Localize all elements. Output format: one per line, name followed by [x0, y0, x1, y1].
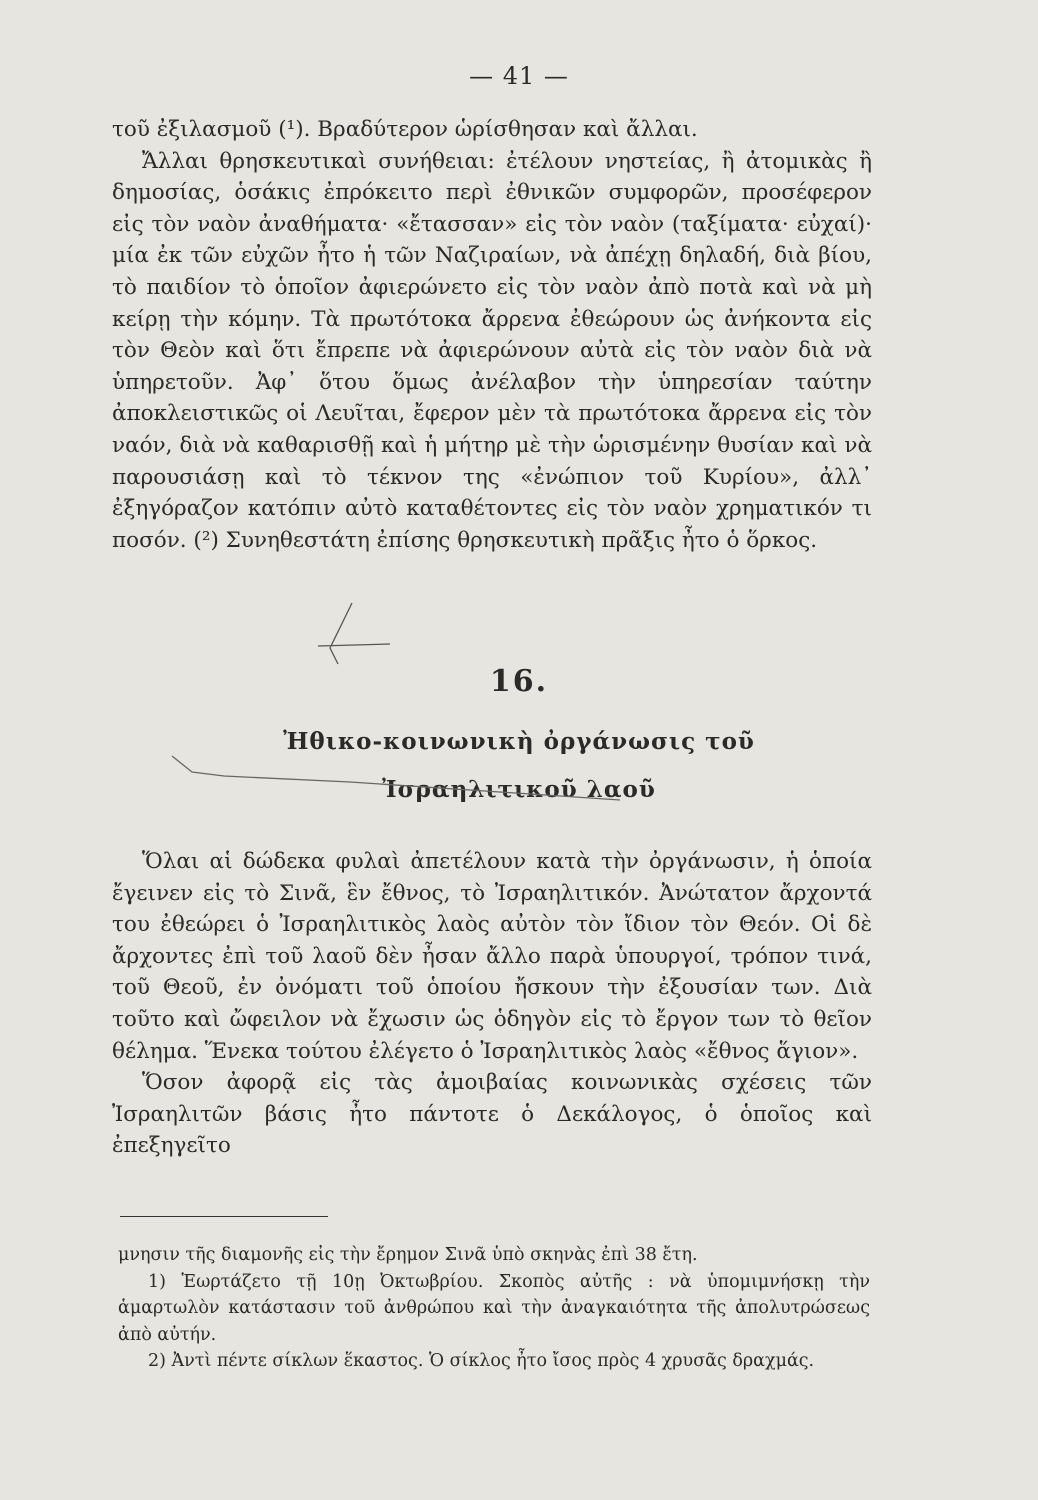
page-number: — 41 —: [469, 62, 569, 90]
paragraph: Ὅλαι αἱ δώδεκα φυλαὶ ἀπετέλουν κατὰ τὴν ὀργάνωσιν, ἡ ὁποία ἔγεινεν εἰς τὸ Σινᾶ, ἓν ἔθνος, τὸ Ἰσραηλιτικόν. Ἀνώτατον ἄρχοντά του ἐθεώρει ὁ Ἰσραηλιτικὸς λαὸς αὐτὸν τὸν ἴδιον τὸν Θεόν. Οἱ δὲ ἄρχοντες ἐπὶ τοῦ λαοῦ δὲν ἦσαν ἄλλο παρὰ ὑπουργοί, τρόπον τινά, τοῦ Θεοῦ, ἐν ὀνόματι τοῦ ὁποίου ἤσκουν τὴν ἐξουσίαν των. Διὰ τοῦτο καὶ ὤφειλον νὰ ἔχωσιν ὡς ὁδηγὸν εἰς τὸ ἔργον των τὸ θεῖον θέλημα. Ἕνεκα τούτου ἐλέγετο ὁ Ἰσραηλιτικὸς λαὸς «ἔθνος ἅγιον».: [112, 849, 872, 1064]
footnote-line: 2) Ἀντὶ πέντε σίκλων ἕκαστος. Ὁ σίκλος ἦτο ἴσος πρὸς 4 χρυσᾶς δραχμάς.: [148, 1351, 815, 1371]
pencil-mark-stroke: [172, 756, 620, 800]
section-title-line-2: Ἰσραηλιτικοῦ λαοῦ: [382, 776, 656, 803]
paragraph: τοῦ ἐξιλασμοῦ (¹). Βραδύτερον ὡρίσθησαν καὶ ἄλλαι.: [112, 117, 698, 142]
paragraph: Ὅσον ἀφορᾷ εἰς τὰς ἀμοιβαίας κοινωνικὰς σχέσεις τῶν Ἰσραηλιτῶν βάσις ἦτο πάντοτε ὁ Δεκάλογος, ὁ ὁποῖος καὶ ἐπεξηγεῖτο: [112, 1070, 872, 1159]
section-title-line-1: Ἠθικο-κοινωνικὴ ὀργάνωσις τοῦ: [283, 728, 755, 755]
footnote-line: 1) Ἑωρτάζετο τῇ 10ῃ Ὀκτωβρίου. Σκοπὸς αὐτῆς : νὰ ὑπομιμνήσκῃ τὴν ἁμαρτωλὸν κατάστασιν τοῦ ἀνθρώπου καὶ τὴν ἀναγκαιότητα τῆς ἀπολυτρώσεως ἀπὸ αὐτήν.: [118, 1271, 870, 1345]
pencil-mark-check: [318, 603, 390, 664]
paragraph: Ἄλλαι θρησκευτικαὶ συνήθειαι: ἐτέλουν νηστείας, ἢ ἀτομικὰς ἢ δημοσίας, ὁσάκις ἐπρόκειτο περὶ ἐθνικῶν συμφορῶν, προσέφερον εἰς τὸν ναὸν ἀναθήματα· «ἔτασσαν» εἰς τὸν ναὸν (ταξίματα· εὐχαί)· μία ἐκ τῶν εὐχῶν ἦτο ἡ τῶν Ναζιραίων, νὰ ἀπέχῃ δηλαδή, διὰ βίου, τὸ παιδίον τὸ ὁποῖον ἀφιερώνετο εἰς τὸν ναὸν ἀπὸ ποτὰ καὶ νὰ μὴ κείρῃ τὴν κόμην. Τὰ πρωτότοκα ἄρρενα ἐθεώρουν ὡς ἀνήκοντα εἰς τὸν Θεὸν καὶ ὅτι ἔπρεπε νὰ ἀφιερώνουν αὐτὰ εἰς τὸν ναὸν διὰ νὰ ὑπηρετοῦν. Ἀφ᾽ ὅτου ὅμως ἀνέλαβον τὴν ὑπηρεσίαν ταύτην ἀποκλειστικῶς οἱ Λευῖται, ἔφερον μὲν τὰ πρωτότοκα ἄρρενα εἰς τὸν ναόν, διὰ νὰ καθαρισθῇ καὶ ἡ μήτηρ μὲ τὴν ὡρισμένην θυσίαν καὶ νὰ παρουσιάσῃ καὶ τὸ τέκνον της «ἐνώπιον τοῦ Κυρίου», ἀλλ᾽ ἐξηγόραζον κατόπιν αὐτὸ καταθέτοντες εἰς τὸν ναὸν χρηματικόν τι ποσόν. (²) Συνηθεστάτη ἐπίσης θρησκευτικὴ πρᾶξις ἦτο ὁ ὅρκος.: [112, 148, 872, 553]
section-number: 16.: [489, 664, 549, 699]
footnote-line: μνησιν τῆς διαμονῆς εἰς τὴν ἔρημον Σινᾶ ὑπὸ σκηνὰς ἐπὶ 38 ἔτη.: [118, 1245, 698, 1265]
